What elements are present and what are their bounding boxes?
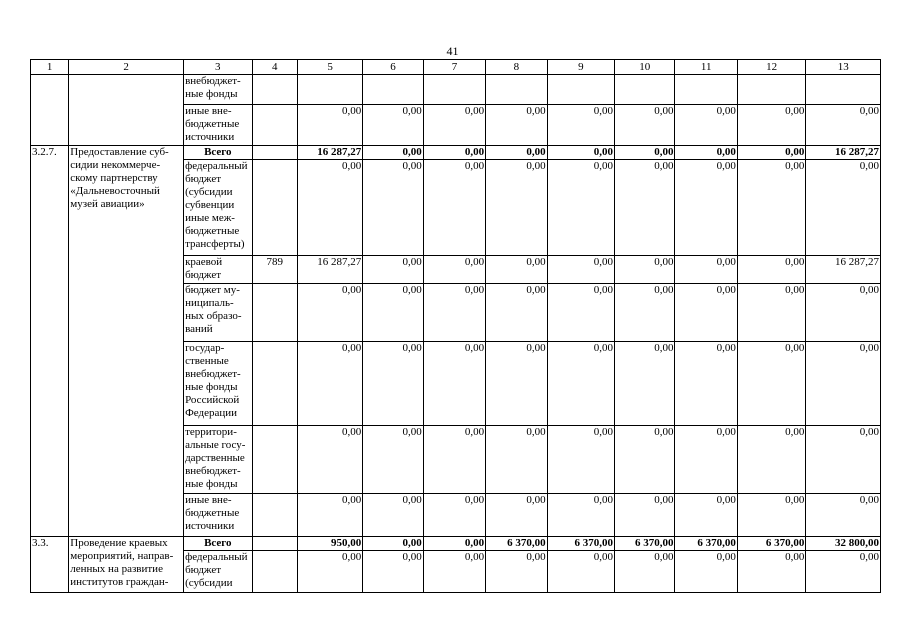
amount-cell: 0,00 <box>737 426 805 494</box>
item-name-line: институтов граждан- <box>70 576 169 588</box>
amount-cell: 0,00 <box>547 146 614 160</box>
amount-cell: 0,00 <box>297 551 362 593</box>
column-number-header: 7 <box>423 60 485 75</box>
amount-cell: 0,00 <box>547 342 614 426</box>
amount-cell: 0,00 <box>423 160 485 256</box>
funding-source-line: трансферты) <box>185 238 245 250</box>
amount-cell: 32 800,00 <box>806 537 881 551</box>
amount-cell: 0,00 <box>486 426 547 494</box>
amount-cell <box>363 75 423 105</box>
item-name <box>69 75 184 146</box>
funding-source <box>184 537 252 551</box>
amount-cell: 0,00 <box>363 494 423 537</box>
funding-source <box>184 342 252 426</box>
funding-source-line: иные меж- <box>185 212 235 224</box>
amount-cell: 0,00 <box>806 105 881 146</box>
funding-source <box>184 284 252 342</box>
budget-code <box>252 146 297 160</box>
budget-code <box>252 551 297 593</box>
amount-cell: 0,00 <box>737 146 805 160</box>
amount-cell: 0,00 <box>737 342 805 426</box>
funding-source-line: внебюджет- <box>185 465 241 477</box>
budget-code <box>252 494 297 537</box>
amount-cell: 0,00 <box>806 494 881 537</box>
funding-source-line: (субсидии <box>185 577 233 589</box>
funding-source-line: иные вне- <box>185 105 232 117</box>
amount-cell: 16 287,27 <box>806 146 881 160</box>
item-name-line: Предоставление суб- <box>70 146 169 158</box>
column-number-header: 6 <box>363 60 423 75</box>
funding-source <box>184 75 252 105</box>
amount-cell: 0,00 <box>486 551 547 593</box>
amount-cell: 6 370,00 <box>615 537 675 551</box>
funding-source-line: ваний <box>185 323 213 335</box>
funding-source <box>184 105 252 146</box>
amount-cell: 0,00 <box>547 160 614 256</box>
item-number <box>31 75 69 146</box>
amount-cell: 0,00 <box>423 256 485 284</box>
amount-cell: 0,00 <box>547 426 614 494</box>
amount-cell <box>615 75 675 105</box>
amount-cell: 0,00 <box>486 256 547 284</box>
amount-cell: 0,00 <box>486 105 547 146</box>
funding-source-line: Всего <box>204 537 232 549</box>
budget-code <box>252 426 297 494</box>
column-number-header: 5 <box>297 60 362 75</box>
table-row <box>31 537 881 551</box>
item-number: 3.3. <box>31 537 69 593</box>
amount-cell: 0,00 <box>737 494 805 537</box>
amount-cell: 0,00 <box>486 494 547 537</box>
amount-cell: 0,00 <box>615 342 675 426</box>
amount-cell: 0,00 <box>806 284 881 342</box>
funding-source-line: источники <box>185 131 235 143</box>
funding-source-line: альные госу- <box>185 439 246 451</box>
amount-cell: 0,00 <box>675 146 737 160</box>
amount-cell: 0,00 <box>363 105 423 146</box>
amount-cell: 0,00 <box>615 160 675 256</box>
amount-cell: 0,00 <box>423 284 485 342</box>
budget-code <box>252 284 297 342</box>
funding-source-line: ниципаль- <box>185 297 234 309</box>
amount-cell: 0,00 <box>423 494 485 537</box>
funding-source-line: краевой <box>185 256 223 268</box>
amount-cell: 0,00 <box>363 146 423 160</box>
budget-table <box>30 59 881 593</box>
amount-cell: 0,00 <box>297 426 362 494</box>
amount-cell: 0,00 <box>615 105 675 146</box>
amount-cell: 6 370,00 <box>737 537 805 551</box>
item-name-line: музей авиации» <box>70 198 145 210</box>
funding-source <box>184 146 252 160</box>
funding-source-line: ные фонды <box>185 381 238 393</box>
funding-source-line: ные фонды <box>185 478 238 490</box>
amount-cell <box>297 75 362 105</box>
amount-cell: 0,00 <box>615 494 675 537</box>
amount-cell: 0,00 <box>806 551 881 593</box>
amount-cell <box>675 75 737 105</box>
funding-source-line: Федерации <box>185 407 238 419</box>
amount-cell <box>547 75 614 105</box>
amount-cell: 6 370,00 <box>486 537 547 551</box>
amount-cell: 0,00 <box>737 105 805 146</box>
funding-source-line: бюджетные <box>185 225 240 237</box>
amount-cell: 0,00 <box>615 146 675 160</box>
item-name <box>69 146 184 537</box>
amount-cell: 0,00 <box>363 284 423 342</box>
page-number: 41 <box>446 44 459 58</box>
amount-cell: 0,00 <box>675 494 737 537</box>
amount-cell: 0,00 <box>297 160 362 256</box>
item-name-line: «Дальневосточный <box>70 185 160 197</box>
amount-cell: 0,00 <box>806 160 881 256</box>
amount-cell: 0,00 <box>615 284 675 342</box>
amount-cell: 0,00 <box>423 537 485 551</box>
amount-cell: 0,00 <box>675 551 737 593</box>
column-number-row <box>31 60 881 75</box>
column-number-header: 13 <box>806 60 881 75</box>
funding-source-line: федеральный <box>185 160 248 172</box>
item-name-line: мероприятий, направ- <box>70 550 174 562</box>
column-number-header: 3 <box>184 60 252 75</box>
column-number-header: 8 <box>486 60 547 75</box>
amount-cell: 0,00 <box>363 551 423 593</box>
amount-cell: 0,00 <box>547 105 614 146</box>
funding-source-line: субвенции <box>185 199 235 211</box>
funding-source-line: бюджет <box>185 173 222 185</box>
column-number-header: 2 <box>69 60 184 75</box>
amount-cell: 0,00 <box>737 284 805 342</box>
amount-cell: 0,00 <box>297 284 362 342</box>
funding-source <box>184 551 252 593</box>
amount-cell: 0,00 <box>675 342 737 426</box>
funding-source-line: бюджетные <box>185 118 240 130</box>
funding-source <box>184 256 252 284</box>
column-number-header: 12 <box>737 60 805 75</box>
amount-cell <box>806 75 881 105</box>
funding-source-line: бюджетные <box>185 507 240 519</box>
funding-source-line: Российской <box>185 394 240 406</box>
budget-code <box>252 105 297 146</box>
amount-cell: 0,00 <box>297 105 362 146</box>
funding-source-line: внебюджет- <box>185 75 241 87</box>
amount-cell: 0,00 <box>486 342 547 426</box>
amount-cell: 0,00 <box>423 551 485 593</box>
funding-source-line: ных образо- <box>185 310 242 322</box>
item-number: 3.2.7. <box>31 146 69 537</box>
amount-cell: 0,00 <box>363 342 423 426</box>
funding-source-line: внебюджет- <box>185 368 241 380</box>
amount-cell: 6 370,00 <box>675 537 737 551</box>
amount-cell: 16 287,27 <box>806 256 881 284</box>
funding-source <box>184 426 252 494</box>
item-name-line: Проведение краевых <box>70 537 168 549</box>
amount-cell: 0,00 <box>675 256 737 284</box>
amount-cell: 0,00 <box>737 256 805 284</box>
column-number-header: 9 <box>547 60 614 75</box>
funding-source-line: иные вне- <box>185 494 232 506</box>
amount-cell <box>737 75 805 105</box>
budget-code <box>252 75 297 105</box>
funding-source-line: (субсидии <box>185 186 233 198</box>
amount-cell: 0,00 <box>806 426 881 494</box>
budget-code <box>252 342 297 426</box>
amount-cell: 0,00 <box>675 426 737 494</box>
item-name-line: скому партнерству <box>70 172 158 184</box>
amount-cell <box>486 75 547 105</box>
column-number-header: 10 <box>615 60 675 75</box>
column-number-header: 1 <box>31 60 69 75</box>
amount-cell: 0,00 <box>363 256 423 284</box>
amount-cell: 0,00 <box>363 426 423 494</box>
amount-cell: 0,00 <box>675 105 737 146</box>
amount-cell: 0,00 <box>806 342 881 426</box>
amount-cell: 0,00 <box>423 426 485 494</box>
funding-source-line: Всего <box>204 146 232 158</box>
amount-cell: 0,00 <box>363 537 423 551</box>
amount-cell: 0,00 <box>423 342 485 426</box>
amount-cell <box>423 75 485 105</box>
item-name-line: сидии некоммерче- <box>70 159 161 171</box>
amount-cell: 0,00 <box>547 551 614 593</box>
amount-cell: 0,00 <box>675 284 737 342</box>
amount-cell: 0,00 <box>737 160 805 256</box>
amount-cell: 0,00 <box>363 160 423 256</box>
funding-source-line: источники <box>185 520 235 532</box>
budget-code <box>252 537 297 551</box>
amount-cell: 6 370,00 <box>547 537 614 551</box>
amount-cell: 0,00 <box>615 426 675 494</box>
amount-cell: 0,00 <box>423 105 485 146</box>
amount-cell: 0,00 <box>675 160 737 256</box>
amount-cell: 0,00 <box>547 494 614 537</box>
amount-cell: 0,00 <box>297 494 362 537</box>
amount-cell: 0,00 <box>297 342 362 426</box>
funding-source-line: территори- <box>185 426 237 438</box>
item-name-line: ленных на развитие <box>70 563 163 575</box>
column-number-header: 4 <box>252 60 297 75</box>
amount-cell: 0,00 <box>486 146 547 160</box>
funding-source <box>184 494 252 537</box>
budget-code <box>252 160 297 256</box>
amount-cell: 0,00 <box>547 256 614 284</box>
amount-cell: 0,00 <box>615 551 675 593</box>
amount-cell: 0,00 <box>615 256 675 284</box>
funding-source-line: бюджет <box>185 564 222 576</box>
funding-source-line: бюджет <box>185 269 222 281</box>
amount-cell: 16 287,27 <box>297 256 362 284</box>
funding-source-line: ные фонды <box>185 88 238 100</box>
funding-source-line: государ- <box>185 342 225 354</box>
amount-cell: 0,00 <box>423 146 485 160</box>
table-row <box>31 75 881 105</box>
amount-cell: 16 287,27 <box>297 146 362 160</box>
funding-source-line: федеральный <box>185 551 248 563</box>
amount-cell: 0,00 <box>737 551 805 593</box>
funding-source-line: ственные <box>185 355 229 367</box>
table-row <box>31 146 881 160</box>
column-number-header: 11 <box>675 60 737 75</box>
amount-cell: 0,00 <box>486 160 547 256</box>
budget-code: 789 <box>252 256 297 284</box>
amount-cell: 0,00 <box>547 284 614 342</box>
funding-source-line: дарственные <box>185 452 245 464</box>
funding-source <box>184 160 252 256</box>
amount-cell: 0,00 <box>486 284 547 342</box>
amount-cell: 950,00 <box>297 537 362 551</box>
funding-source-line: бюджет му- <box>185 284 240 296</box>
item-name <box>69 537 184 593</box>
